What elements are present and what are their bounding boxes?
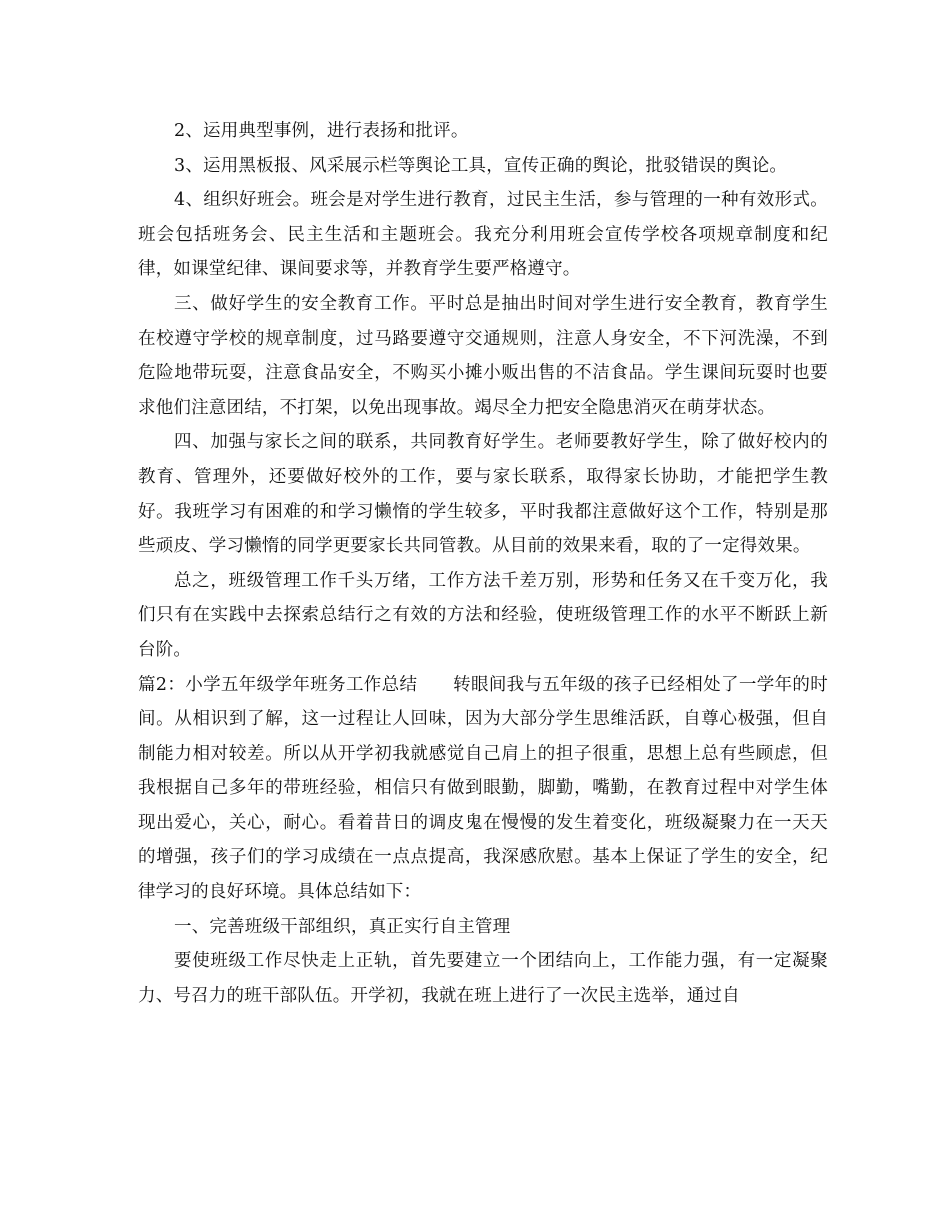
document-body <box>138 114 828 1013</box>
paragraph-5: 四、加强与家长之间的联系，共同教育好学生。老师要教好学生，除了做好校内的教育、管理外，还要做好校外的工作，要与家长联系，取得家长协助，才能把学生教好。我班学习有困难的和学习懒惰的学生较多，平时我都注意做好这个工作，特别是那些顽皮、学习懒惰的同学更要家长共同管教。从目前的效果来看，取的了一定得效果。 <box>138 432 828 557</box>
paragraph-6: 总之，班级管理工作千头万绪，工作方法千差万别，形势和任务又在千变万化，我们只有在实践中去探索总结行之有效的方法和经验，使班级管理工作的水平不断跃上新台阶。 <box>138 570 828 660</box>
paragraph-7-section-heading: 篇2：小学五年级学年班务工作总结 转眼间我与五年级的孩子已经相处了一学年的时间。从相识到了解，这一过程让人回味，因为大部分学生思维活跃，自尊心极强，但自制能力相对较差。所以从开学初我就感觉自己肩上的担子很重，思想上总有些顾虑，但我根据自己多年的带班经验，相信只有做到眼勤，脚勤，嘴勤，在教育过程中对学生体现出爱心，关心，耐心。看着昔日的调皮鬼在慢慢的发生着变化，班级凝聚力在一天天的增强，孩子们的学习成绩在一点点提高，我深感欣慰。基本上保证了学生的安全，纪律学习的良好环境。具体总结如下： <box>138 674 828 903</box>
paragraph-9: 要使班级工作尽快走上正轨，首先要建立一个团结向上，工作能力强，有一定凝聚力、号召力的班干部队伍。开学初，我就在班上进行了一次民主选举，通过自 <box>138 951 828 1006</box>
paragraph-2: 3、运用黑板报、风采展示栏等舆论工具，宣传正确的舆论，批驳错误的舆论。 <box>174 155 788 176</box>
paragraph-3: 4、组织好班会。班会是对学生进行教育，过民主生活，参与管理的一种有效形式。班会包括班务会、民主生活和主题班会。我充分利用班会宣传学校各项规章制度和纪律，如课堂纪律、课间要求等，并教育学生要严格遵守。 <box>138 190 828 280</box>
paragraph-4: 三、做好学生的安全教育工作。平时总是抽出时间对学生进行安全教育，教育学生在校遵守学校的规章制度，过马路要遵守交通规则，注意人身安全，不下河洗澡，不到危险地带玩耍，注意食品安全，不购买小摊小贩出售的不洁食品。学生课间玩耍时也要求他们注意团结，不打架，以免出现事故。竭尽全力把安全隐患消灭在萌芽状态。 <box>138 293 828 418</box>
paragraph-1: 2、运用典型事例，进行表扬和批评。 <box>174 121 469 141</box>
paragraph-8-subheading: 一、完善班级干部组织，真正实行自主管理 <box>174 916 511 937</box>
